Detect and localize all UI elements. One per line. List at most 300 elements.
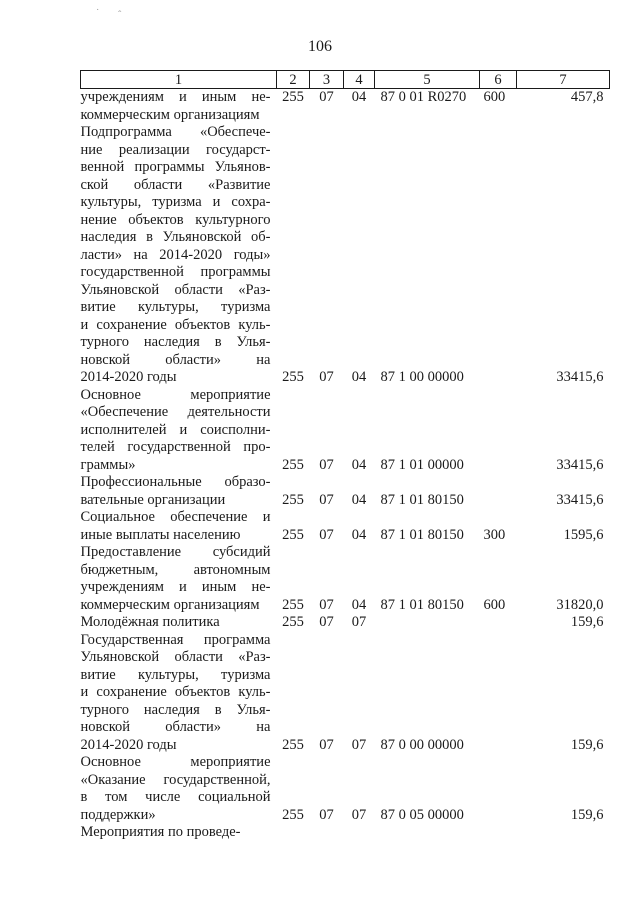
amount	[517, 579, 610, 597]
subsection-code	[310, 299, 344, 317]
amount: 33415,6	[556, 369, 604, 385]
page-number: 106	[308, 38, 332, 55]
table-row	[81, 492, 610, 510]
amount	[517, 387, 610, 405]
row-name-line: поддержки»	[80, 806, 156, 823]
subsection-code: 07	[319, 456, 334, 473]
table-row	[81, 824, 610, 842]
section-code	[277, 247, 310, 265]
table-row	[81, 649, 610, 667]
subsection-code	[310, 404, 344, 422]
amount	[517, 194, 610, 212]
target-article-code	[375, 649, 480, 667]
table-row	[81, 404, 610, 422]
section-code	[277, 509, 310, 527]
table-row	[81, 789, 610, 807]
subsection-code: 07	[319, 526, 334, 543]
subsection-code	[310, 667, 344, 685]
subsection-code	[310, 194, 344, 212]
row-name-line: Подпрограмма «Обеспече-	[80, 124, 271, 140]
row-name-line: вательные организации	[80, 491, 226, 508]
row-name-line: культуры, туризма и сохра-	[80, 194, 271, 210]
expense-type-code	[480, 544, 517, 562]
expense-type-code	[480, 719, 517, 737]
row-name-line: государственной программы	[80, 264, 271, 280]
section-code	[277, 334, 310, 352]
expense-type-code	[480, 457, 517, 475]
target-article-code	[375, 509, 480, 527]
section-code: 255	[282, 806, 304, 823]
row-name-line: бюджетным, автономным	[80, 561, 271, 578]
subsection-code	[310, 159, 344, 177]
section-code	[277, 579, 310, 597]
row-name-line: Профессиональные образо-	[80, 474, 271, 490]
section-code	[277, 544, 310, 562]
row-name-line: и сохранение объектов куль-	[80, 684, 271, 700]
expense-type-code	[480, 387, 517, 405]
amount: 33415,6	[556, 456, 604, 473]
subsection-code: 07	[319, 491, 334, 508]
amount	[517, 212, 610, 230]
table-row	[81, 387, 610, 405]
amount	[517, 107, 610, 125]
section-code	[277, 124, 310, 142]
subsection-code	[310, 229, 344, 247]
item-code	[344, 562, 375, 580]
target-article-code	[375, 579, 480, 597]
expense-type-code	[480, 124, 517, 142]
amount	[517, 404, 610, 422]
item-code	[344, 422, 375, 440]
table-body	[81, 89, 610, 842]
row-name-line: 2014-2020 годы	[80, 369, 177, 385]
expense-type-code	[480, 264, 517, 282]
section-code	[277, 404, 310, 422]
expense-type-code	[480, 369, 517, 387]
target-article-code	[375, 107, 480, 125]
target-article-code: 87 1 01 00000	[380, 456, 464, 473]
target-article-code: 87 0 05 00000	[380, 806, 464, 823]
budget-table	[80, 70, 610, 842]
item-code	[344, 159, 375, 177]
table-row	[81, 597, 610, 615]
header-col-2: 2	[277, 71, 310, 89]
item-code	[344, 579, 375, 597]
subsection-code: 07	[319, 596, 334, 613]
item-code	[344, 439, 375, 457]
row-name-line: учреждениям и иным не-	[80, 579, 271, 595]
row-name-line: турного наследия в Улья-	[80, 334, 271, 350]
section-code: 255	[282, 491, 304, 508]
section-code: 255	[282, 526, 304, 543]
row-name-line: телей государственной про-	[80, 439, 271, 455]
subsection-code	[310, 579, 344, 597]
section-code	[277, 352, 310, 370]
amount	[517, 299, 610, 317]
target-article-code	[375, 667, 480, 685]
item-code: 04	[351, 526, 367, 543]
target-article-code	[375, 544, 480, 562]
target-article-code	[375, 772, 480, 790]
table-row	[81, 317, 610, 335]
expense-type-code	[480, 142, 517, 160]
target-article-code	[375, 334, 480, 352]
row-name-line: иные выплаты населению	[80, 526, 241, 543]
amount	[517, 334, 610, 352]
row-name-line: ние реализации государст-	[80, 141, 271, 158]
amount	[517, 177, 610, 195]
amount	[517, 544, 610, 562]
item-code	[344, 317, 375, 335]
expense-type-code	[480, 754, 517, 772]
table-row	[81, 632, 610, 650]
table-row	[81, 107, 610, 125]
item-code	[344, 387, 375, 405]
header-row	[81, 71, 610, 89]
target-article-code	[375, 247, 480, 265]
row-name-line: Основное мероприятие	[80, 386, 271, 403]
target-article-code	[375, 212, 480, 230]
expense-type-code	[480, 807, 517, 825]
section-code: 255	[282, 596, 304, 613]
expense-type-code	[480, 632, 517, 650]
amount: 159,6	[570, 736, 604, 753]
section-code	[277, 282, 310, 300]
subsection-code	[310, 789, 344, 807]
row-name-line: Предоставление субсидий	[80, 544, 271, 560]
table-row	[81, 614, 610, 632]
item-code: 07	[351, 614, 367, 630]
item-code	[344, 299, 375, 317]
amount	[517, 422, 610, 440]
section-code	[277, 159, 310, 177]
item-code	[344, 509, 375, 527]
section-code	[277, 317, 310, 335]
expense-type-code	[480, 317, 517, 335]
item-code: 04	[351, 369, 367, 385]
expense-type-code	[480, 229, 517, 247]
subsection-code	[310, 334, 344, 352]
section-code: 255	[282, 369, 304, 385]
item-code	[344, 404, 375, 422]
item-code	[344, 124, 375, 142]
row-name-line: 2014-2020 годы	[80, 736, 177, 753]
table-row	[81, 282, 610, 300]
expense-type-code	[480, 562, 517, 580]
section-code	[277, 474, 310, 492]
target-article-code	[375, 719, 480, 737]
header-col-7: 7	[517, 71, 610, 89]
expense-type-code	[480, 509, 517, 527]
row-name-line: Основное мероприятие	[80, 754, 271, 770]
item-code	[344, 789, 375, 807]
item-code: 07	[351, 806, 367, 823]
section-code	[277, 719, 310, 737]
amount	[517, 562, 610, 580]
row-name-line: граммы»	[80, 456, 136, 473]
expense-type-code	[480, 247, 517, 265]
expense-type-code	[480, 352, 517, 370]
expense-type-code	[480, 177, 517, 195]
item-code	[344, 772, 375, 790]
item-code: 04	[351, 596, 367, 613]
section-code	[277, 632, 310, 650]
table-row	[81, 474, 610, 492]
subsection-code	[310, 352, 344, 370]
section-code	[277, 387, 310, 405]
header-col-1: 1	[81, 71, 277, 89]
target-article-code	[375, 387, 480, 405]
expense-type-code	[480, 334, 517, 352]
table-row	[81, 159, 610, 177]
amount	[517, 317, 610, 335]
amount: 31820,0	[556, 596, 604, 613]
table-row	[81, 684, 610, 702]
section-code: 255	[282, 89, 304, 105]
row-name-line: коммерческим организациям	[80, 596, 260, 613]
amount	[517, 439, 610, 457]
header-col-4: 4	[344, 71, 375, 89]
expense-type-code	[480, 492, 517, 510]
target-article-code	[375, 124, 480, 142]
item-code	[344, 107, 375, 125]
subsection-code	[310, 282, 344, 300]
row-name-line: Ульяновской области «Раз-	[80, 649, 271, 665]
expense-type-code	[480, 159, 517, 177]
subsection-code	[310, 247, 344, 265]
table-row	[81, 299, 610, 317]
target-article-code	[375, 282, 480, 300]
table-row	[81, 352, 610, 370]
item-code	[344, 229, 375, 247]
subsection-code	[310, 649, 344, 667]
target-article-code	[375, 194, 480, 212]
target-article-code	[375, 614, 480, 632]
item-code: 04	[351, 491, 367, 508]
table-row	[81, 439, 610, 457]
section-code	[277, 299, 310, 317]
target-article-code	[375, 684, 480, 702]
table-row	[81, 544, 610, 562]
item-code	[344, 754, 375, 772]
row-name-line: витие культуры, туризма	[80, 666, 271, 683]
section-code	[277, 194, 310, 212]
item-code	[344, 824, 375, 842]
target-article-code	[375, 632, 480, 650]
expense-type-code	[480, 439, 517, 457]
target-article-code	[375, 352, 480, 370]
row-name-line: Мероприятия по проведе-	[80, 824, 241, 840]
row-name-line: Молодёжная политика	[80, 614, 220, 630]
target-article-code	[375, 474, 480, 492]
item-code	[344, 544, 375, 562]
subsection-code: 07	[319, 736, 334, 753]
item-code	[344, 474, 375, 492]
section-code	[277, 684, 310, 702]
amount	[517, 754, 610, 772]
amount	[517, 124, 610, 142]
table-row	[81, 667, 610, 685]
item-code	[344, 194, 375, 212]
expense-type-code	[480, 282, 517, 300]
amount	[517, 474, 610, 492]
expense-type-code	[480, 404, 517, 422]
subsection-code	[310, 142, 344, 160]
section-code	[277, 702, 310, 720]
header-col-3: 3	[310, 71, 344, 89]
table-row	[81, 264, 610, 282]
target-article-code	[375, 229, 480, 247]
target-article-code: 87 1 01 80150	[380, 491, 464, 508]
item-code	[344, 282, 375, 300]
subsection-code	[310, 824, 344, 842]
item-code	[344, 177, 375, 195]
header-col-5: 5	[375, 71, 480, 89]
subsection-code	[310, 107, 344, 125]
subsection-code	[310, 212, 344, 230]
row-name-line: «Обеспечение деятельности	[80, 404, 271, 420]
target-article-code	[375, 422, 480, 440]
subsection-code	[310, 544, 344, 562]
row-name-line: Социальное обеспечение и	[80, 509, 271, 525]
section-code	[277, 107, 310, 125]
target-article-code: 87 1 01 80150	[380, 526, 464, 543]
table-row	[81, 579, 610, 597]
subsection-code	[310, 387, 344, 405]
row-name-line: Государственная программа	[80, 631, 271, 648]
table-row	[81, 142, 610, 160]
target-article-code: 87 0 01 R0270	[380, 89, 467, 105]
target-article-code	[375, 754, 480, 772]
item-code	[344, 702, 375, 720]
target-article-code	[375, 177, 480, 195]
expense-type-code	[480, 649, 517, 667]
section-code	[277, 824, 310, 842]
row-name-line: нение объектов культурного	[80, 211, 271, 228]
item-code: 04	[351, 456, 367, 473]
row-name-line: турного наследия в Улья-	[80, 701, 271, 718]
subsection-code	[310, 317, 344, 335]
target-article-code	[375, 142, 480, 160]
row-name-line: новской области» на	[80, 351, 271, 368]
target-article-code	[375, 824, 480, 842]
table-row	[81, 772, 610, 790]
subsection-code	[310, 562, 344, 580]
target-article-code	[375, 562, 480, 580]
section-code: 255	[282, 736, 304, 753]
item-code	[344, 649, 375, 667]
expense-type-code	[480, 194, 517, 212]
row-name-line: учреждениям и иным не-	[80, 89, 271, 105]
amount: 159,6	[570, 806, 604, 823]
section-code: 255	[282, 614, 304, 630]
subsection-code	[310, 772, 344, 790]
header-col-6: 6	[480, 71, 517, 89]
table-row	[81, 334, 610, 352]
subsection-code	[310, 754, 344, 772]
item-code	[344, 142, 375, 160]
amount	[517, 282, 610, 300]
item-code	[344, 632, 375, 650]
table-row	[81, 457, 610, 475]
expense-type-code: 300	[483, 526, 506, 543]
row-name-line: в том числе социальной	[80, 789, 271, 805]
target-article-code	[375, 264, 480, 282]
table-row	[81, 229, 610, 247]
scan-speck: ˆ	[118, 10, 122, 21]
expense-type-code	[480, 422, 517, 440]
section-code	[277, 649, 310, 667]
section-code	[277, 789, 310, 807]
subsection-code: 07	[319, 89, 334, 105]
row-name-line: новской области» на	[80, 719, 271, 735]
row-name-line: ской области «Развитие	[80, 176, 271, 193]
item-code	[344, 719, 375, 737]
target-article-code	[375, 702, 480, 720]
subsection-code	[310, 439, 344, 457]
row-name-line: Ульяновской области «Раз-	[80, 281, 271, 298]
section-code	[277, 772, 310, 790]
section-code	[277, 439, 310, 457]
target-article-code	[375, 299, 480, 317]
amount	[517, 824, 610, 842]
expense-type-code	[480, 789, 517, 807]
amount	[517, 719, 610, 737]
target-article-code	[375, 404, 480, 422]
row-name-line: витие культуры, туризма	[80, 299, 271, 315]
expense-type-code: 600	[483, 89, 506, 105]
amount: 159,6	[570, 614, 604, 630]
amount	[517, 247, 610, 265]
amount	[517, 159, 610, 177]
expense-type-code	[480, 107, 517, 125]
amount	[517, 667, 610, 685]
amount	[517, 142, 610, 160]
target-article-code	[375, 439, 480, 457]
item-code	[344, 684, 375, 702]
amount	[517, 509, 610, 527]
section-code: 255	[282, 456, 304, 473]
subsection-code	[310, 474, 344, 492]
expense-type-code	[480, 667, 517, 685]
table-row	[81, 177, 610, 195]
amount	[517, 789, 610, 807]
subsection-code	[310, 509, 344, 527]
section-code	[277, 229, 310, 247]
table-row	[81, 719, 610, 737]
scan-speck: ˙	[96, 8, 100, 19]
section-code	[277, 422, 310, 440]
item-code	[344, 212, 375, 230]
table-row	[81, 422, 610, 440]
table-row	[81, 369, 610, 387]
target-article-code: 87 1 00 00000	[380, 369, 464, 385]
table-row	[81, 194, 610, 212]
section-code	[277, 142, 310, 160]
item-code: 07	[351, 736, 367, 753]
subsection-code: 07	[319, 369, 334, 385]
target-article-code: 87 1 01 80150	[380, 596, 464, 613]
item-code	[344, 264, 375, 282]
subsection-code	[310, 177, 344, 195]
item-code	[344, 247, 375, 265]
row-name-line: наследия в Ульяновской об-	[80, 229, 271, 245]
subsection-code: 07	[319, 614, 334, 630]
section-code	[277, 177, 310, 195]
subsection-code	[310, 684, 344, 702]
table-row	[81, 124, 610, 142]
amount	[517, 264, 610, 282]
